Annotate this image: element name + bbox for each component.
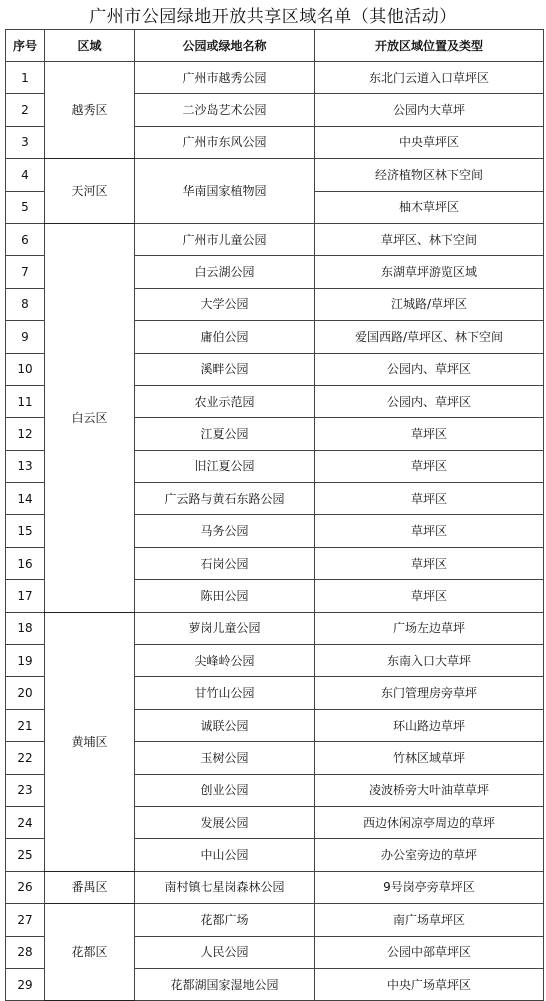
park-name-cell: 花都广场: [135, 904, 315, 936]
seq-cell: 12: [6, 418, 45, 450]
park-name-cell: 广州市东风公园: [135, 126, 315, 158]
open-area-cell: 公园内、草坪区: [315, 353, 544, 385]
park-name-cell: 广云路与黄石东路公园: [135, 483, 315, 515]
park-name-cell: 溪畔公园: [135, 353, 315, 385]
seq-cell: 29: [6, 968, 45, 1000]
seq-cell: 27: [6, 904, 45, 936]
seq-cell: 17: [6, 580, 45, 612]
park-name-cell: 玉树公园: [135, 742, 315, 774]
open-area-cell: 经济植物区林下空间: [315, 159, 544, 191]
district-cell: 白云区: [45, 223, 135, 612]
seq-cell: 28: [6, 936, 45, 968]
district-cell: 越秀区: [45, 62, 135, 159]
seq-cell: 22: [6, 742, 45, 774]
open-area-cell: 东北门云道入口草坪区: [315, 62, 544, 94]
open-area-cell: 办公室旁边的草坪: [315, 839, 544, 871]
park-name-cell: 中山公园: [135, 839, 315, 871]
table-row: [6, 223, 544, 255]
header-seq: 序号: [6, 30, 45, 62]
header-open-area: 开放区域位置及类型: [315, 30, 544, 62]
seq-cell: 16: [6, 547, 45, 579]
seq-cell: 8: [6, 288, 45, 320]
park-name-cell: 华南国家植物园: [135, 159, 315, 224]
district-cell: 天河区: [45, 159, 135, 224]
open-area-cell: 草坪区、林下空间: [315, 223, 544, 255]
seq-cell: 23: [6, 774, 45, 806]
open-area-cell: 9号岗亭旁草坪区: [315, 871, 544, 903]
open-area-cell: 草坪区: [315, 547, 544, 579]
seq-cell: 3: [6, 126, 45, 158]
table-row: [6, 62, 544, 94]
open-area-cell: 草坪区: [315, 580, 544, 612]
park-name-cell: 农业示范园: [135, 385, 315, 417]
seq-cell: 21: [6, 709, 45, 741]
table-row: [6, 612, 544, 644]
table-row: [6, 159, 544, 191]
park-list-table: [5, 29, 544, 1001]
park-name-cell: 陈田公园: [135, 580, 315, 612]
district-cell: 番禺区: [45, 871, 135, 903]
park-name-cell: 花都湖国家湿地公园: [135, 968, 315, 1000]
open-area-cell: 草坪区: [315, 515, 544, 547]
seq-cell: 15: [6, 515, 45, 547]
park-name-cell: 二沙岛艺术公园: [135, 94, 315, 126]
seq-cell: 7: [6, 256, 45, 288]
table-row: [6, 904, 544, 936]
seq-cell: 25: [6, 839, 45, 871]
seq-cell: 6: [6, 223, 45, 255]
park-name-cell: 庸伯公园: [135, 321, 315, 353]
open-area-cell: 江城路/草坪区: [315, 288, 544, 320]
park-name-cell: 旧江夏公园: [135, 450, 315, 482]
park-name-cell: 江夏公园: [135, 418, 315, 450]
table-header-row: [6, 30, 544, 62]
open-area-cell: 东南入口大草坪: [315, 645, 544, 677]
seq-cell: 19: [6, 645, 45, 677]
open-area-cell: 南广场草坪区: [315, 904, 544, 936]
seq-cell: 1: [6, 62, 45, 94]
park-name-cell: 创业公园: [135, 774, 315, 806]
seq-cell: 11: [6, 385, 45, 417]
park-name-cell: 石岗公园: [135, 547, 315, 579]
park-name-cell: 尖峰岭公园: [135, 645, 315, 677]
district-cell: 花都区: [45, 904, 135, 1001]
park-name-cell: 甘竹山公园: [135, 677, 315, 709]
open-area-cell: 中央草坪区: [315, 126, 544, 158]
seq-cell: 4: [6, 159, 45, 191]
park-name-cell: 马务公园: [135, 515, 315, 547]
seq-cell: 26: [6, 871, 45, 903]
seq-cell: 10: [6, 353, 45, 385]
open-area-cell: 东门管理房旁草坪: [315, 677, 544, 709]
open-area-cell: 西边休闲凉亭周边的草坪: [315, 806, 544, 838]
open-area-cell: 柚木草坪区: [315, 191, 544, 223]
table-row: [6, 871, 544, 903]
seq-cell: 5: [6, 191, 45, 223]
park-name-cell: 广州市儿童公园: [135, 223, 315, 255]
park-name-cell: 人民公园: [135, 936, 315, 968]
seq-cell: 2: [6, 94, 45, 126]
open-area-cell: 公园中部草坪区: [315, 936, 544, 968]
seq-cell: 9: [6, 321, 45, 353]
open-area-cell: 爱国西路/草坪区、林下空间: [315, 321, 544, 353]
seq-cell: 20: [6, 677, 45, 709]
open-area-cell: 竹林区域草坪: [315, 742, 544, 774]
seq-cell: 24: [6, 806, 45, 838]
open-area-cell: 草坪区: [315, 450, 544, 482]
park-name-cell: 诚联公园: [135, 709, 315, 741]
open-area-cell: 中央广场草坪区: [315, 968, 544, 1000]
park-name-cell: 大学公园: [135, 288, 315, 320]
document-title: 广州市公园绿地开放共享区域名单（其他活动）: [89, 7, 457, 27]
seq-cell: 13: [6, 450, 45, 482]
seq-cell: 14: [6, 483, 45, 515]
open-area-cell: 广场左边草坪: [315, 612, 544, 644]
park-name-cell: 发展公园: [135, 806, 315, 838]
table-body: [6, 62, 544, 1001]
open-area-cell: 草坪区: [315, 418, 544, 450]
open-area-cell: 东湖草坪游览区域: [315, 256, 544, 288]
open-area-cell: 环山路边草坪: [315, 709, 544, 741]
header-district: 区域: [45, 30, 135, 62]
district-cell: 黄埔区: [45, 612, 135, 871]
open-area-cell: 公园内、草坪区: [315, 385, 544, 417]
header-park-name: 公园或绿地名称: [135, 30, 315, 62]
park-name-cell: 萝岗儿童公园: [135, 612, 315, 644]
seq-cell: 18: [6, 612, 45, 644]
open-area-cell: 凌波桥旁大叶油草草坪: [315, 774, 544, 806]
open-area-cell: 草坪区: [315, 483, 544, 515]
park-name-cell: 白云湖公园: [135, 256, 315, 288]
park-name-cell: 广州市越秀公园: [135, 62, 315, 94]
open-area-cell: 公园内大草坪: [315, 94, 544, 126]
park-name-cell: 南村镇七星岗森林公园: [135, 871, 315, 903]
